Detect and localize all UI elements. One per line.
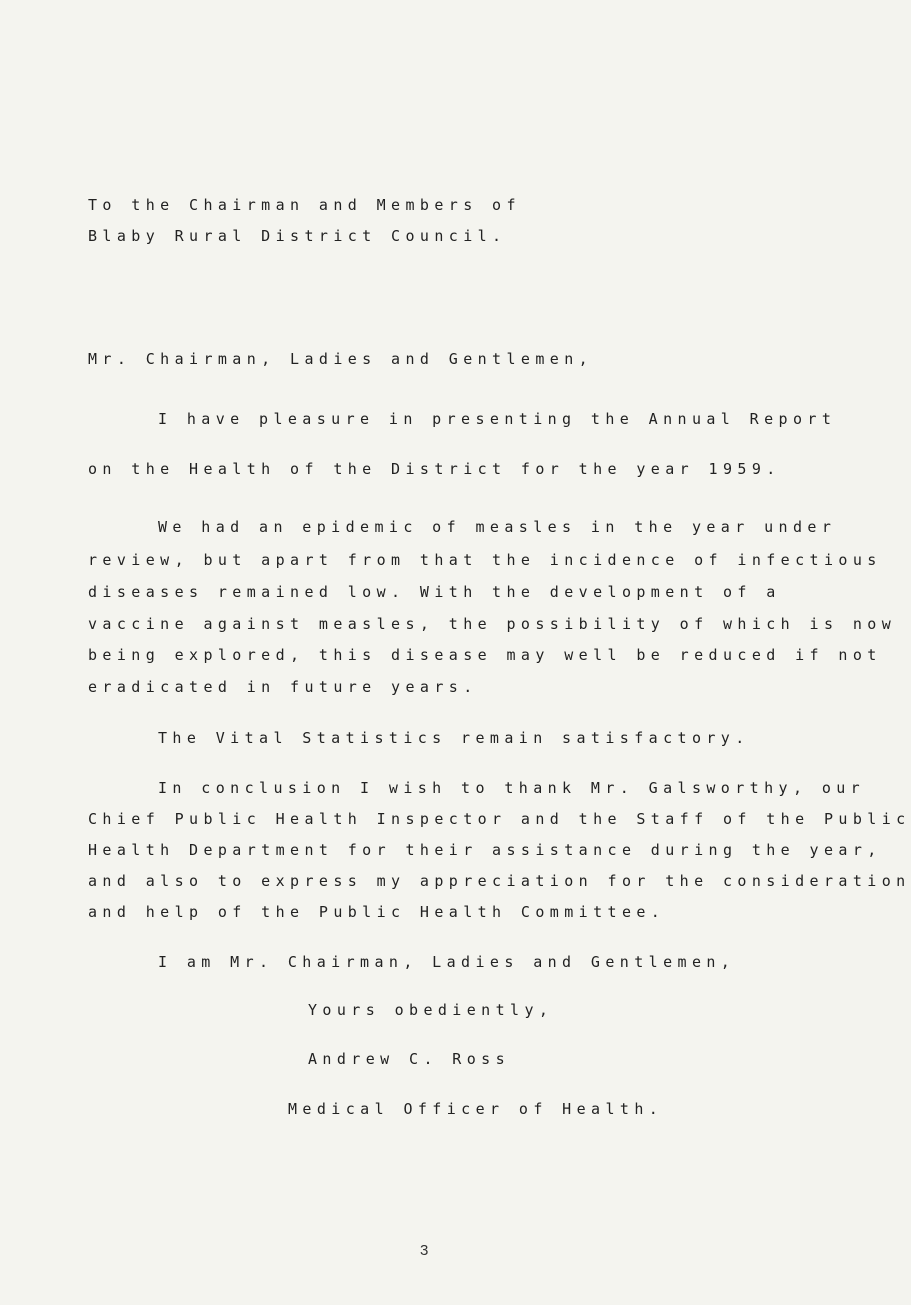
paragraph-2-line-5: being explored, this disease may well be reduced if not [88,646,882,664]
paragraph-2-line-3: diseases remained low. With the development of a [88,583,781,601]
paragraph-3-line-1: The Vital Statistics remain satisfactory. [158,729,750,747]
address-line-1: To the Chairman and Members of [88,196,521,214]
paragraph-2-line-4: vaccine against measles, the possibility of which is now [88,615,897,633]
paragraph-2-line-6: eradicated in future years. [88,678,478,696]
closing-line-2: Yours obediently, [308,1001,554,1019]
paragraph-4-line-4: and also to express my appreciation for the consideration [88,872,911,890]
salutation: Mr. Chairman, Ladies and Gentlemen, [88,350,594,368]
paragraph-2-line-2: review, but apart from that the incidence of infectious [88,551,882,569]
paragraph-1-line-2: on the Health of the District for the year 1959. [88,460,781,478]
paragraph-4-line-1: In conclusion I wish to thank Mr. Galsworthy, our [158,779,866,797]
signature-name: Andrew C. Ross [308,1050,511,1068]
paragraph-4-line-5: and help of the Public Health Committee. [88,903,666,921]
paragraph-4-line-2: Chief Public Health Inspector and the Staff of the Public [88,810,911,828]
paragraph-4-line-3: Health Department for their assistance during the year, [88,841,882,859]
page-number: 3 [420,1242,429,1259]
paragraph-2-line-1: We had an epidemic of measles in the year under [158,518,837,536]
address-line-2: Blaby Rural District Council. [88,227,507,245]
signature-title: Medical Officer of Health. [288,1100,664,1118]
closing-line-1: I am Mr. Chairman, Ladies and Gentlemen, [158,953,736,971]
paragraph-1-line-1: I have pleasure in presenting the Annual Report [158,410,837,428]
